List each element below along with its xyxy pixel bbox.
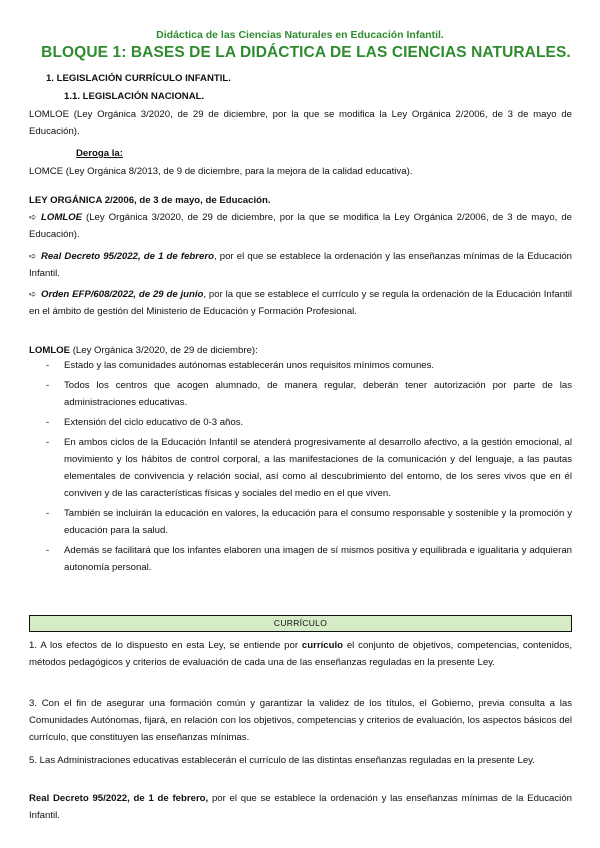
arrow-icon: ➪: [29, 251, 37, 261]
list-item: - Estado y las comunidades autónomas establecerán unos requisitos mínimos comunes.: [46, 360, 435, 371]
loe-item: ➪ Real Decreto 95/2022, de 1 de febrero, por el que se establece la ordenación y las enseñanzas mínimas de la Educación Infantil.: [29, 248, 572, 282]
list-item: - También se incluirán la educación en valores, la educación para el consumo responsable y sostenible y la promoción y educación para la salud.: [46, 508, 572, 536]
deroga-label: Deroga la:: [76, 148, 123, 159]
list-item: - Todos los centros que acogen alumnado, de manera regular, deberán tener autorización por parte de las administraciones educativas.: [46, 380, 572, 408]
lomloe-paragraph: LOMLOE (Ley Orgánica 3/2020, de 29 de diciembre, por la que se modifica la Ley Orgánica 2/2006, de 3 de mayo de Educación).: [29, 109, 572, 137]
loe-item: ➪ Orden EFP/608/2022, de 29 de junio, por la que se establece el currículo y se regula la ordenación de la Educación Infantil en el ámbito de gestión del Ministerio de Educación y Formación Profesional.: [29, 286, 572, 320]
list-item: - Extensión del ciclo educativo de 0-3 años.: [46, 417, 244, 428]
section-heading: 1. LEGISLACIÓN CURRÍCULO INFANTIL.: [46, 73, 231, 84]
list-item: - En ambos ciclos de la Educación Infantil se atenderá progresivamente al desarrollo afectivo, a la gestión emocional, al movimiento y los hábitos de control corporal, a las manifestaciones de la comunicación y del lenguaje, a las pautas elementales de convivencia y relación social, así como al descubrimiento del entorno, de los seres vivos que en él conviven y de las características físicas y sociales del medio en el que viven.: [46, 437, 572, 499]
loe-heading: LEY ORGÁNICA 2/2006, de 3 de mayo, de Educación.: [29, 195, 271, 206]
curriculo-paragraph-1: 1. A los efectos de lo dispuesto en esta Ley, se entiende por currículo el conjunto de objetivos, competencias, contenidos, métodos pedagógicos y criterios de evaluación de cada una de las enseñanzas reguladas en la presente Ley.: [29, 640, 572, 668]
loe-item: ➪ LOMLOE (Ley Orgánica 3/2020, de 29 de diciembre, por la que se modifica la Ley Orgánica 2/2006, de 3 de mayo, de Educación).: [29, 209, 572, 243]
curriculo-section-bar: CURRÍCULO: [29, 615, 572, 632]
arrow-icon: ➪: [29, 289, 37, 299]
lomloe-points-list: [46, 357, 572, 579]
document-subtitle: Didáctica de las Ciencias Naturales en Educación Infantil.: [156, 29, 444, 41]
lomloe-points-heading: LOMLOE (Ley Orgánica 3/2020, de 29 de diciembre):: [29, 345, 258, 356]
real-decreto-paragraph: Real Decreto 95/2022, de 1 de febrero, por el que se establece la ordenación y las enseñanzas mínimas de la Educación Infantil.: [29, 793, 572, 821]
curriculo-paragraph-3: 3. Con el fin de asegurar una formación común y garantizar la validez de los títulos, el Gobierno, previa consulta a las Comunidades Autónomas, fijará, en relación con los objetivos, competencias y criterios de evaluación, los aspectos básicos del currículo, que constituyen las enseñanzas mínimas.: [29, 698, 572, 743]
curriculo-paragraph-5: 5. Las Administraciones educativas establecerán el currículo de las distintas enseñanzas reguladas en la presente Ley.: [29, 755, 535, 766]
subsection-heading: 1.1. LEGISLACIÓN NACIONAL.: [64, 91, 205, 102]
arrow-icon: ➪: [29, 212, 37, 222]
document-title: BLOQUE 1: BASES DE LA DIDÁCTICA DE LAS CIENCIAS NATURALES.: [41, 44, 571, 61]
list-item: - Además se facilitará que los infantes elaboren una imagen de sí mismos positiva y equilibrada e igualitaria y adquieran autonomía personal.: [46, 545, 572, 573]
lomce-paragraph: LOMCE (Ley Orgánica 8/2013, de 9 de diciembre, para la mejora de la calidad educativa).: [29, 166, 413, 177]
